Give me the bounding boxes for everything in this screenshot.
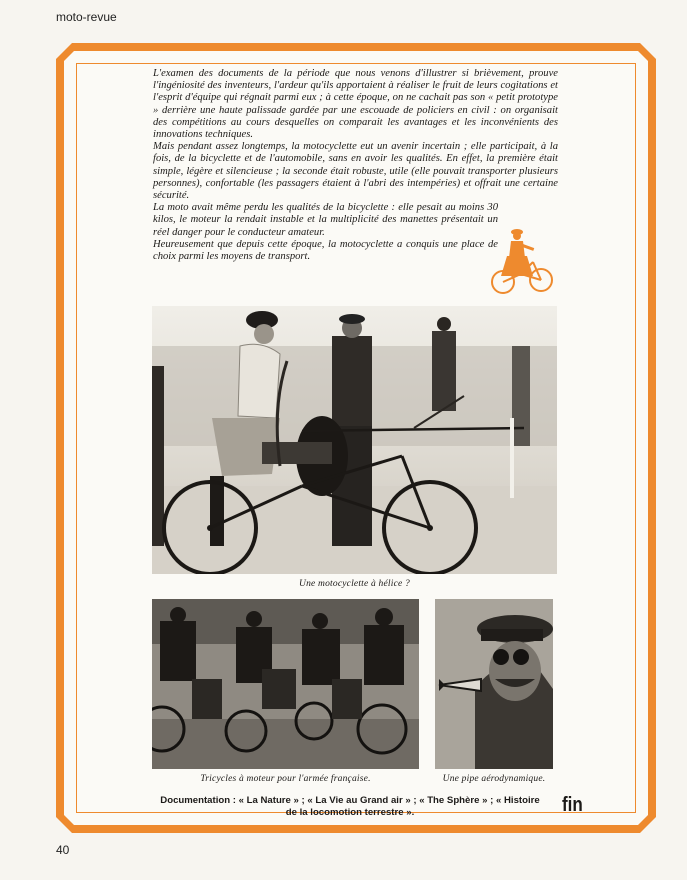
left-photo-caption: Tricycles à moteur pour l'armée française.	[200, 774, 371, 784]
credits-line-2: de la locomotion terrestre ».	[285, 807, 415, 818]
documentation-credits	[150, 795, 550, 819]
woman-cyclist-illustration	[489, 224, 557, 300]
propeller-motorcycle-photo	[152, 306, 557, 574]
main-photo-caption: Une motocyclette à hélice ?	[299, 579, 410, 589]
aerodynamic-pipe-photo	[435, 599, 553, 769]
end-mark: fin	[562, 794, 583, 816]
section-header: moto-revue	[56, 10, 117, 24]
paragraph-4: Heureusement que depuis cette époque, la motocyclette a conquis une place de choix parmi les moyens de transport.	[153, 238, 498, 263]
credits-line-1: Documentation : « La Nature » ; « La Vie au Grand air » ; « The Sphère » ; « Histoire	[160, 795, 540, 806]
right-photo-caption: Une pipe aérodynamique.	[442, 774, 546, 784]
paragraph-3: La moto avait même perdu les qualités de la bicyclette : elle pesait au moins 30 kilos, le moteur la rendait instable et la multiplicité des manettes présentait un réel danger pour le conducteur amateur.	[153, 202, 498, 238]
paragraph-1: L'examen des documents de la période que nous venons d'illustrer si brièvement, prouve l'ingéniosité des inventeurs, l'ardeur qu'ils apportaient à réaliser le fruit de leurs cogitations et l'esprit d'équipe qui régnait parmi eux ; à cette époque, on ne cachait pas son « petit prototype » derrière une haute palissade gardée par une escouade de policiers en civil : on organisait des compétitions au cours desquelles on comparait les avantages et les inconvénients des innovations techniques.	[153, 68, 558, 141]
military-tricycles-photo	[152, 599, 419, 769]
page-number: 40	[56, 843, 70, 857]
paragraph-2: Mais pendant assez longtemps, la motocyclette eut un avenir incertain ; elle participait, à la fois, de la bicyclette et de l'automobile, sans en avoir les qualités. En effet, la première était simple, légère et silencieuse ; la seconde était robuste, utile (elle pouvait transporter plusieurs personnes), confortable (les passagers étaient à l'abri des intempéries) et offrait une certaine sécurité.	[153, 141, 558, 202]
